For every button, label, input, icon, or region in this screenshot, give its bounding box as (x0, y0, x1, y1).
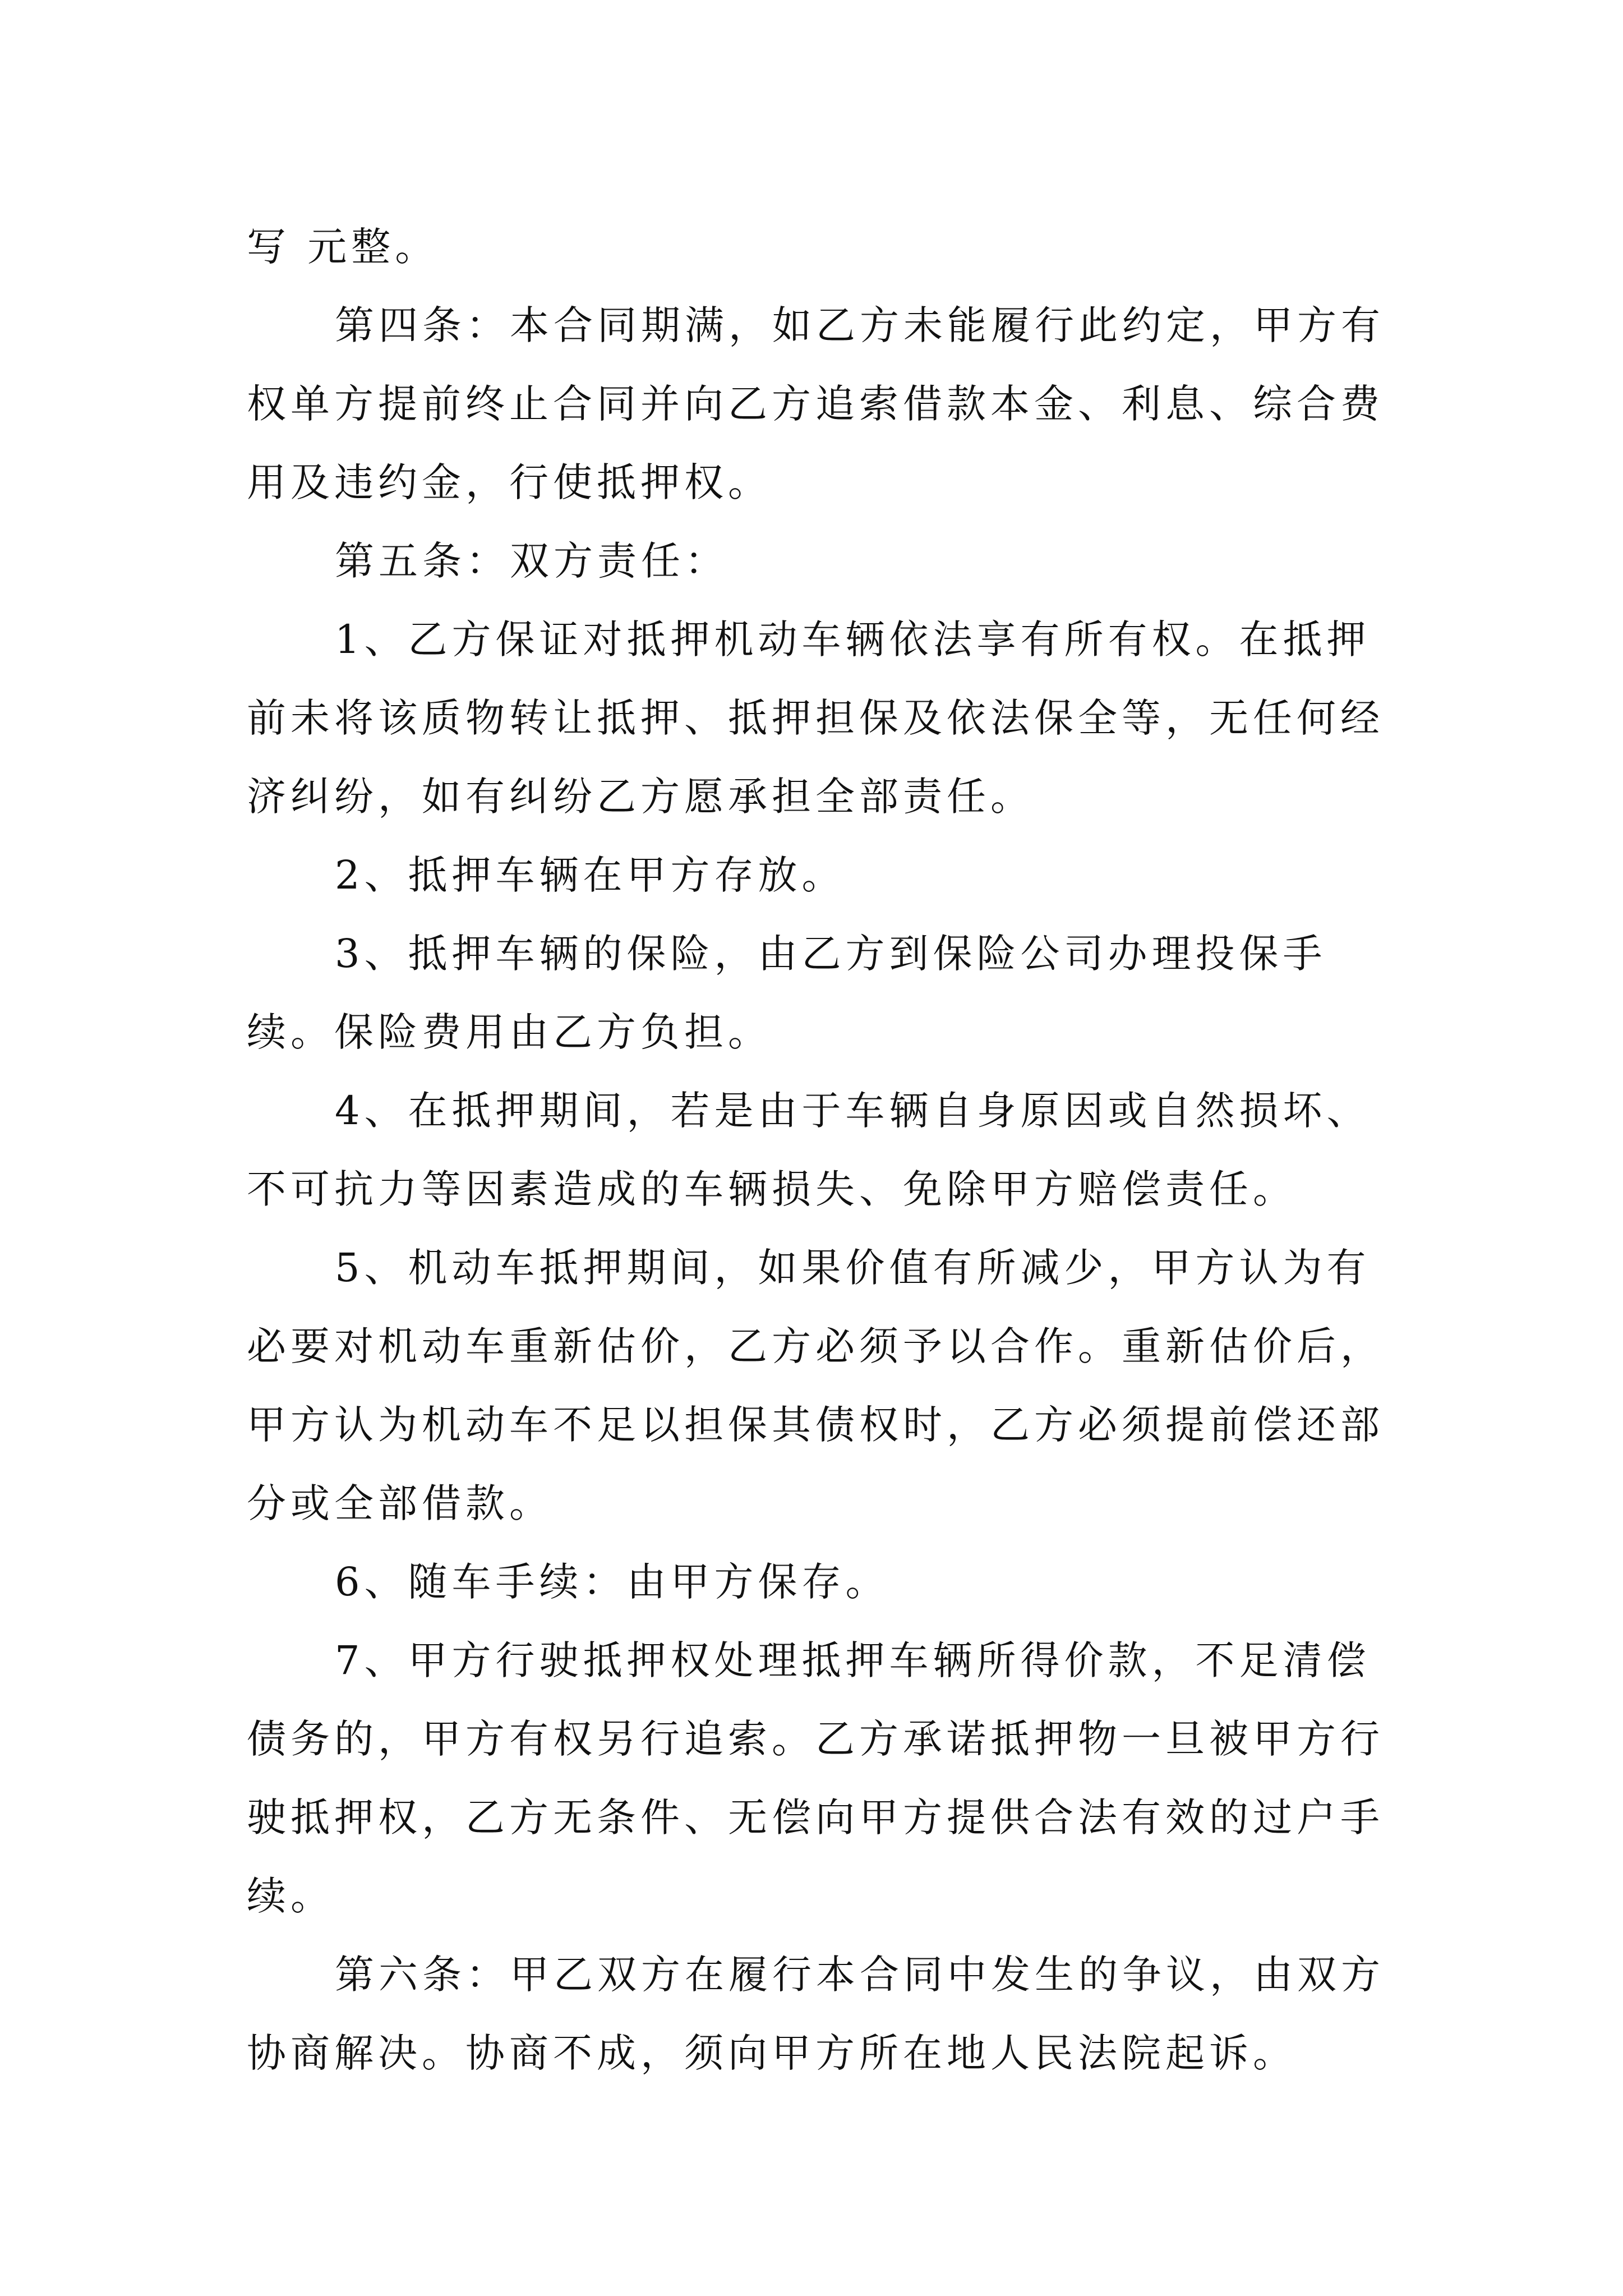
paragraph-article-5-item-3: 3、抵押车辆的保险，由乙方到保险公司办理投保手续。保险费用由乙方负担。 (247, 931, 1327, 1055)
contract-body (247, 208, 1402, 2092)
paragraph-article-5-item-7: 7、甲方行驶抵押权处理抵押车辆所得价款，不足清偿债务的，甲方有权另行追索。乙方承诺抵押物一旦被甲方行驶抵押权，乙方无条件、无偿向甲方提供合法有效的过户手续。 (247, 1637, 1384, 1919)
paragraph-article-4: 第四条：本合同期满，如乙方未能履行此约定，甲方有权单方提前终止合同并向乙方追索借款本金、利息、综合费用及违约金，行使抵押权。 (247, 302, 1385, 505)
paragraph-article-5-item-2: 2、抵押车辆在甲方存放。 (335, 852, 846, 898)
paragraph-article-5-item-1: 1、乙方保证对抵押机动车辆依法享有所有权。在抵押前未将该质物转让抵押、抵押担保及依法保全等，无任何经济纠纷，如有纠纷乙方愿承担全部责任。 (247, 616, 1384, 820)
paragraph-article-5-item-4: 4、在抵押期间，若是由于车辆自身原因或自然损坏、不可抗力等因素造成的车辆损失、免除甲方赔偿责任。 (247, 1088, 1371, 1212)
paragraph-article-5-item-5: 5、机动车抵押期间，如果价值有所减少，甲方认为有必要对机动车重新估价，乙方必须予以合作。重新估价后，甲方认为机动车不足以担保其债权时，乙方必须提前偿还部分或全部借款。 (247, 1245, 1384, 1526)
paragraph-amount-continuation: 写 元整。 (247, 224, 439, 270)
paragraph-article-5-item-6: 6、随车手续：由甲方保存。 (335, 1559, 889, 1605)
paragraph-article-6: 第六条：甲乙双方在履行本合同中发生的争议，由双方协商解决。协商不成，须向甲方所在地人民法院起诉。 (247, 1952, 1385, 2076)
paragraph-article-5-heading: 第五条：双方责任： (335, 538, 728, 584)
